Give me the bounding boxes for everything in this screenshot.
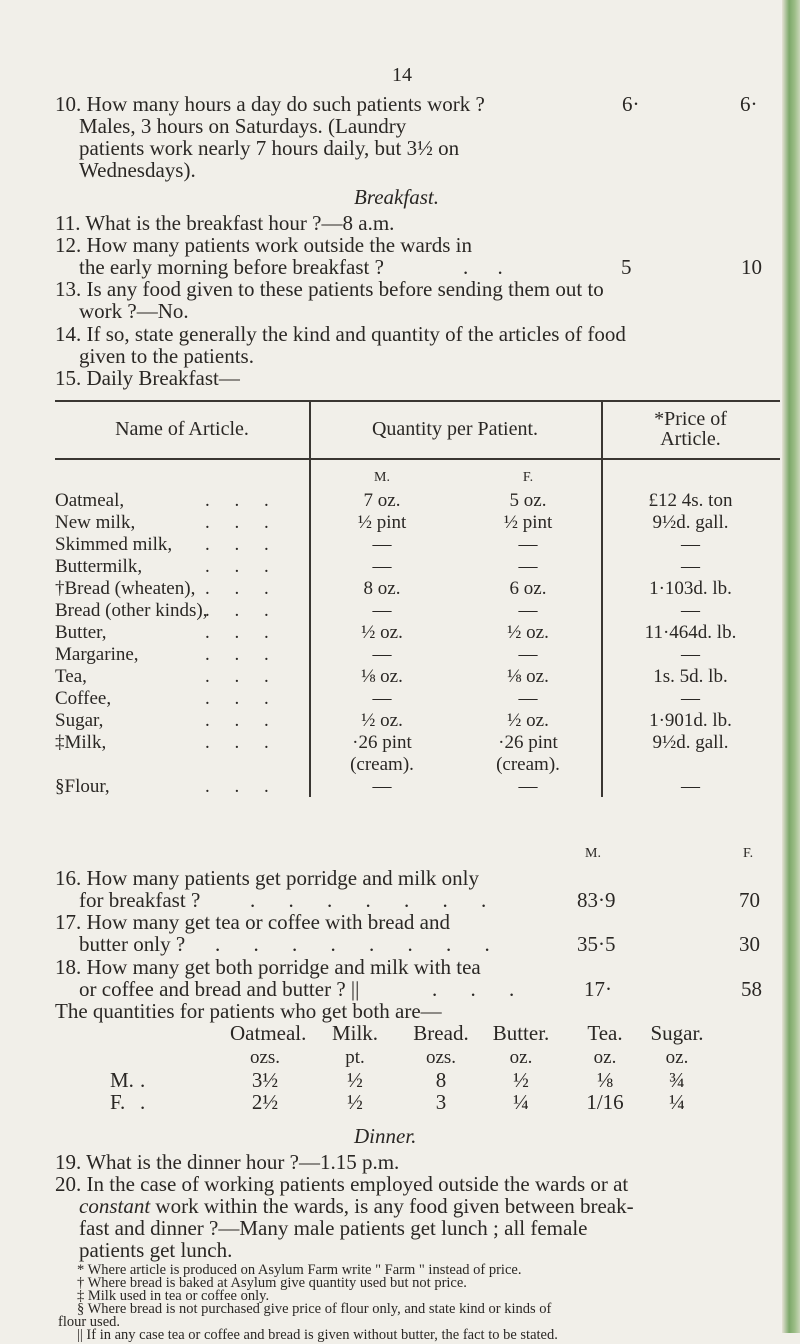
q17-leader: . . . . . . . . bbox=[215, 932, 504, 956]
q12-leader: . . bbox=[463, 255, 515, 279]
table-row-name: ‡Milk, bbox=[55, 732, 107, 753]
question-13: 13. Is any food given to these patients before sending them out to bbox=[55, 277, 604, 301]
q20-line4: patients get lunch. bbox=[79, 1238, 233, 1262]
table-row-price: — bbox=[681, 688, 700, 709]
table-row-name: Skimmed milk, bbox=[55, 534, 173, 555]
quantities-header: Sugar. bbox=[650, 1021, 704, 1045]
table-row-leader: . . . bbox=[205, 622, 279, 643]
quantities-unit: oz. bbox=[593, 1047, 617, 1068]
header-price-1: *Price of bbox=[654, 408, 727, 430]
table-row-name: Buttermilk, bbox=[55, 556, 143, 577]
table-row-female: — bbox=[518, 556, 538, 577]
table-row-male: ½ oz. bbox=[361, 622, 403, 643]
quantities-value: 2½ bbox=[251, 1090, 279, 1114]
question-19: 19. What is the dinner hour ?—1.15 p.m. bbox=[55, 1150, 400, 1174]
table-row-name: Coffee, bbox=[55, 688, 112, 709]
q17-male-value: 35·5 bbox=[577, 932, 616, 956]
q12-line2: the early morning before breakfast ? bbox=[79, 255, 384, 279]
table-row-name: §Flour, bbox=[55, 776, 110, 797]
footnote: † Where bread is baked at Asylum give quantity used but not price. bbox=[77, 1275, 467, 1291]
table-row-female: 5 oz. bbox=[509, 490, 547, 511]
table-top-rule bbox=[55, 400, 780, 402]
footnote: ‡ Milk used in tea or coffee only. bbox=[77, 1288, 270, 1304]
q13-line2: work ?—No. bbox=[79, 299, 189, 323]
question-18: 18. How many get both porridge and milk with tea bbox=[55, 955, 481, 979]
table-row-female: — bbox=[518, 600, 538, 621]
table-row-leader: . . . bbox=[205, 600, 279, 621]
quantities-unit: pt. bbox=[345, 1047, 365, 1068]
quantities-header: Milk. bbox=[331, 1021, 379, 1045]
quantities-row-label: M. bbox=[110, 1068, 134, 1092]
subheader-female: F. bbox=[522, 470, 534, 485]
q10-female-value: 6· bbox=[740, 92, 758, 116]
q12-male-value: 5 bbox=[621, 255, 632, 279]
table-row-male: ½ oz. bbox=[361, 710, 403, 731]
table-row-price: — bbox=[681, 534, 700, 555]
table-row-leader: . . . bbox=[205, 578, 279, 599]
quantities-unit: ozs. bbox=[249, 1047, 281, 1068]
question-11: 11. What is the breakfast hour ?—8 a.m. bbox=[55, 211, 395, 235]
quantities-header: Bread. bbox=[413, 1021, 469, 1045]
table-row-male: — bbox=[372, 534, 392, 555]
table-row-leader: . . . bbox=[205, 666, 279, 687]
table-row-female: 6 oz. bbox=[509, 578, 547, 599]
table-row-name: Bread (other kinds), bbox=[55, 600, 208, 621]
quantities-unit: oz. bbox=[509, 1047, 533, 1068]
table-row-female: ½ oz. bbox=[507, 622, 549, 643]
q18-leader: . . . bbox=[432, 977, 529, 1001]
table-row-male: (cream). bbox=[350, 754, 414, 775]
q20-line2 bbox=[79, 1194, 634, 1218]
table-row-leader: . . . bbox=[205, 556, 279, 577]
header-quantity: Quantity per Patient. bbox=[371, 418, 539, 440]
table-row-female: — bbox=[518, 688, 538, 709]
table-row-leader: . . . bbox=[205, 534, 279, 555]
quantities-header: Tea. bbox=[587, 1021, 623, 1045]
footnote: flour used. bbox=[58, 1314, 121, 1330]
table-row-male: 8 oz. bbox=[363, 578, 401, 599]
quantities-value: ¼ bbox=[669, 1090, 685, 1114]
table-row-price: 9½d. gall. bbox=[652, 732, 729, 753]
table-row-leader: . . . bbox=[205, 644, 279, 665]
table-row-name: Butter, bbox=[55, 622, 107, 643]
table-row-leader: . . . bbox=[205, 776, 279, 797]
quantities-intro: The quantities for patients who get both are— bbox=[55, 999, 442, 1023]
column-male-label: M. bbox=[585, 846, 601, 861]
quantities-value: ¼ bbox=[513, 1090, 529, 1114]
table-row-name: Oatmeal, bbox=[55, 490, 125, 511]
table-row-name: Margarine, bbox=[55, 644, 139, 665]
q18-line2: or coffee and bread and butter ? || bbox=[79, 977, 360, 1001]
question-14: 14. If so, state generally the kind and quantity of the articles of food bbox=[55, 322, 626, 346]
breakfast-heading: Breakfast. bbox=[354, 185, 439, 209]
page-edge-binding bbox=[782, 0, 800, 1333]
table-row-female: ·26 pint bbox=[498, 732, 558, 753]
q20-line2-rest: work within the wards, is any food given between break- bbox=[150, 1194, 634, 1218]
question-16: 16. How many patients get porridge and milk only bbox=[55, 866, 480, 890]
table-row-price: 9½d. gall. bbox=[652, 512, 729, 533]
quantities-row-dot: . bbox=[140, 1068, 146, 1092]
q16-leader: . . . . . . . bbox=[250, 888, 501, 912]
quantities-unit: ozs. bbox=[425, 1047, 457, 1068]
footnote: § Where bread is not purchased give price of flour only, and state kind or kinds of bbox=[77, 1301, 552, 1317]
question-15: 15. Daily Breakfast— bbox=[55, 366, 240, 390]
quantities-value: ⅛ bbox=[597, 1068, 613, 1092]
quantities-row-dot: . bbox=[140, 1090, 146, 1114]
subheader-male: M. bbox=[374, 470, 390, 485]
table-row-name: Sugar, bbox=[55, 710, 104, 731]
table-row-male: 7 oz. bbox=[363, 490, 401, 511]
q10-male-value: 6· bbox=[622, 92, 640, 116]
quantities-header: Oatmeal. bbox=[230, 1021, 307, 1045]
table-row-price: — bbox=[681, 600, 700, 621]
q20-emphasis: constant bbox=[79, 1194, 151, 1218]
table-row-price: — bbox=[681, 556, 700, 577]
table-row-price: — bbox=[681, 776, 700, 797]
table-row-name: Tea, bbox=[55, 666, 87, 687]
header-name-of-article: Name of Article. bbox=[115, 418, 249, 440]
quantities-value: 1/16 bbox=[586, 1090, 624, 1114]
table-header-rule bbox=[55, 458, 780, 460]
table-row-female: ½ pint bbox=[503, 512, 553, 533]
question-10: 10. How many hours a day do such patients work ? bbox=[55, 92, 485, 116]
table-row-male: ½ pint bbox=[357, 512, 407, 533]
table-row-male: ⅛ oz. bbox=[361, 666, 403, 687]
q18-male-value: 17· bbox=[584, 977, 612, 1001]
footnote: * Where article is produced on Asylum Farm write " Farm " instead of price. bbox=[77, 1262, 522, 1278]
quantities-value: ½ bbox=[347, 1090, 363, 1114]
page-number: 14 bbox=[392, 64, 412, 86]
table-row-name: New milk, bbox=[55, 512, 136, 533]
table-row-female: — bbox=[518, 776, 538, 797]
table-row-leader: . . . bbox=[205, 732, 279, 753]
table-row-leader: . . . bbox=[205, 512, 279, 533]
table-row-name: †Bread (wheaten), bbox=[55, 578, 196, 599]
table-row-male: — bbox=[372, 644, 392, 665]
question-17: 17. How many get tea or coffee with bread and bbox=[55, 910, 450, 934]
quantities-unit: oz. bbox=[665, 1047, 689, 1068]
table-row-price: 1·901d. lb. bbox=[649, 710, 732, 731]
table-row-male: — bbox=[372, 776, 392, 797]
table-row-male: — bbox=[372, 688, 392, 709]
quantities-value: 3½ bbox=[251, 1068, 279, 1092]
q17-line2: butter only ? bbox=[79, 932, 186, 956]
table-row-male: — bbox=[372, 600, 392, 621]
q10-line4: Wednesdays). bbox=[79, 158, 196, 182]
q12-female-value: 10 bbox=[741, 255, 762, 279]
table-row-female: ⅛ oz. bbox=[507, 666, 549, 687]
table-row-male: — bbox=[372, 556, 392, 577]
quantities-value: ¾ bbox=[669, 1068, 685, 1092]
table-row-leader: . . . bbox=[205, 710, 279, 731]
quantities-header: Butter. bbox=[492, 1021, 550, 1045]
quantities-row-label: F. bbox=[110, 1090, 126, 1114]
quantities-value: ½ bbox=[513, 1068, 529, 1092]
quantities-value: 3 bbox=[435, 1090, 447, 1114]
header-price-2: Article. bbox=[660, 428, 721, 450]
q10-line2: Males, 3 hours on Saturdays. (Laundry bbox=[79, 114, 407, 138]
table-row-price: 1·103d. lb. bbox=[649, 578, 732, 599]
question-12: 12. How many patients work outside the wards in bbox=[55, 233, 473, 257]
table-row-female: (cream). bbox=[496, 754, 560, 775]
q18-female-value: 58 bbox=[741, 977, 762, 1001]
question-20: 20. In the case of working patients employed outside the wards or at bbox=[55, 1172, 629, 1196]
table-row-price: 1s. 5d. lb. bbox=[653, 666, 728, 687]
column-female-label: F. bbox=[743, 846, 754, 861]
table-row-price: 11·464d. lb. bbox=[644, 622, 737, 643]
q16-male-value: 83·9 bbox=[577, 888, 616, 912]
quantities-value: 8 bbox=[435, 1068, 447, 1092]
table-row-leader: . . . bbox=[205, 490, 279, 511]
table-row-price: — bbox=[681, 644, 700, 665]
q17-female-value: 30 bbox=[739, 932, 760, 956]
dinner-heading: Dinner. bbox=[354, 1124, 417, 1148]
table-row-price: £12 4s. ton bbox=[648, 490, 733, 511]
q14-line2: given to the patients. bbox=[79, 344, 254, 368]
table-row-male: ·26 pint bbox=[352, 732, 412, 753]
q16-female-value: 70 bbox=[739, 888, 760, 912]
q20-line3: fast and dinner ?—Many male patients get lunch ; all female bbox=[79, 1216, 588, 1240]
q16-line2: for breakfast ? bbox=[79, 888, 201, 912]
footnote: || If in any case tea or coffee and bread is given without butter, the fact to be stated. bbox=[77, 1327, 558, 1343]
quantities-value: ½ bbox=[347, 1068, 363, 1092]
table-row-female: ½ oz. bbox=[507, 710, 549, 731]
q10-line3: patients work nearly 7 hours daily, but 3½ on bbox=[79, 136, 460, 160]
table-row-leader: . . . bbox=[205, 688, 279, 709]
table-row-female: — bbox=[518, 644, 538, 665]
table-row-female: — bbox=[518, 534, 538, 555]
